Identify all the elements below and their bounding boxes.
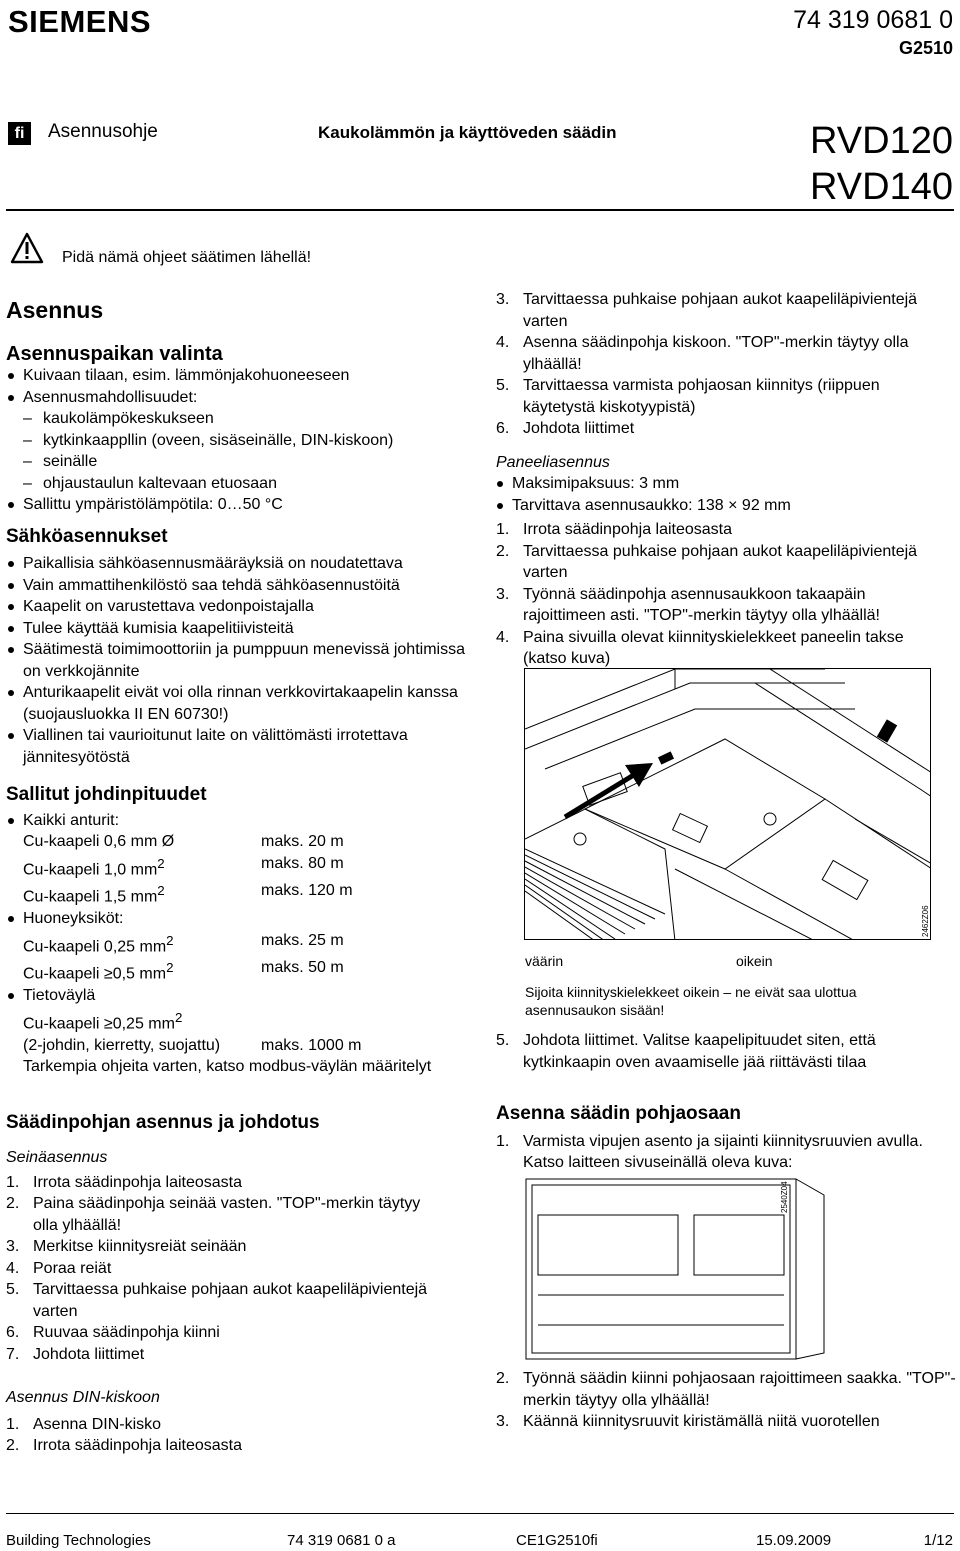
list-item: – seinälle <box>23 451 476 473</box>
footer-date: 15.09.2009 <box>756 1532 832 1549</box>
list-item: 2. Paina säädinpohja seinää vasten. "TOP"-merkin täytyy olla ylhäällä! <box>6 1195 421 1234</box>
label-wrong: väärin <box>525 953 564 969</box>
list-item: Vain ammattihenkilöstö saa tehdä sähköasennustöitä <box>7 575 476 597</box>
list-item: Paikallisia sähköasennusmääräyksiä on noudatettava <box>7 553 476 575</box>
list-item: 4. Asenna säädinpohja kiskoon. "TOP"-merkin täytyy olla ylhäällä! <box>496 334 909 373</box>
cable-max: maks. 1000 m <box>261 1036 362 1054</box>
list-item: 6. Johdota liittimet <box>496 420 635 437</box>
length-row <box>23 880 476 908</box>
document-type: Asennusohje <box>48 121 158 142</box>
footer-company: Building Technologies <box>6 1532 151 1549</box>
list-item: Säätimestä toimimoottoriin ja pumppuun menevissä johtimissa on verkkojännite <box>7 639 476 682</box>
list-item: 1. Varmista vipujen asento ja sijainti kiinnitysruuvien avulla. Katso laitteen sivuseinällä oleva kuva: <box>496 1132 923 1171</box>
right-column <box>496 289 936 670</box>
clamp-illustration <box>525 669 931 940</box>
list-item <box>7 985 476 1077</box>
cable-type: Cu-kaapeli ≥0,25 mm <box>23 1015 175 1033</box>
controller-illustration <box>524 1175 926 1365</box>
length-row <box>23 853 476 881</box>
list-item: 6. Ruuvaa säädinpohja kiinni <box>6 1324 220 1342</box>
din-mount-steps <box>6 1414 476 1457</box>
list-item: 3. Käännä kiinnitysruuvit kiristämällä niitä vuorotellen <box>496 1413 880 1430</box>
list-item: 5. Johdota liittimet. Valitse kaapelipituudet siten, että kytkinkaapin oven avaamiselle jää riittävästi tilaa <box>496 1032 876 1071</box>
figure-code: 2540Z04 <box>780 1181 789 1213</box>
controller-figure <box>524 1175 926 1365</box>
superscript: 2 <box>166 960 174 976</box>
cable-max: maks. 25 m <box>261 931 344 949</box>
superscript: 2 <box>157 855 165 871</box>
cable-max: maks. 20 m <box>261 833 344 850</box>
list-item: 5. Tarvittaessa varmista pohjaosan kiinnitys (riippuen käytetystä kiskotyypistä) <box>496 377 880 416</box>
cable-max: maks. 80 m <box>261 854 344 872</box>
list-item <box>7 810 476 909</box>
clamp-figure <box>524 668 931 940</box>
figure-caption: Sijoita kiinnityskielekkeet oikein – ne eivät saa ulottua asennusaukon sisään! <box>525 984 857 1018</box>
list-item: Maksimipaksuus: 3 mm <box>496 473 936 495</box>
section-heading-location: Asennuspaikan valinta <box>6 342 223 365</box>
section-heading-electrical: Sähköasennukset <box>6 525 168 547</box>
list-item: Tulee käyttää kumisia kaapelitiivisteitä <box>7 618 476 640</box>
list-item: 2. Työnnä säädin kiinni pohjaosaan rajoittimeen saakka. "TOP"-merkin täytyy olla ylhäällä! <box>496 1370 956 1409</box>
panel-step-5 <box>496 1030 936 1073</box>
footer-document: 74 319 0681 0 a <box>287 1532 396 1549</box>
cable-max: maks. 120 m <box>261 882 353 900</box>
length-row <box>23 930 476 958</box>
left-column <box>6 297 476 1457</box>
list-item: Kaapelit on varustettava vedonpoistajalla <box>7 596 476 618</box>
list-item: 3. Tarvittaessa puhkaise pohjaan aukot kaapeliläpivientejä varten <box>496 291 918 330</box>
list-item: 4. Poraa reiät <box>6 1259 112 1277</box>
footer-page: 1/12 <box>923 1532 953 1549</box>
list-item <box>7 908 476 985</box>
language-badge: fi <box>8 122 31 145</box>
cable-length-list <box>7 810 476 1078</box>
bus-label: Tietoväylä <box>23 987 96 1005</box>
section-heading-asennus: Asennus <box>6 297 104 323</box>
cable-max: maks. 50 m <box>261 959 344 977</box>
document-subject: Kaukolämmön ja käyttöveden säädin <box>318 123 617 142</box>
list-item: – ohjaustaulun kaltevaan etuosaan <box>23 473 476 495</box>
list-item: 2. Irrota säädinpohja laiteosasta <box>6 1437 243 1455</box>
list-item: Anturikaapelit eivät voi olla rinnan verkkovirtakaapelin kanssa (suojausluokka II EN 60730!) <box>7 682 476 725</box>
list-item: 2. Tarvittaessa puhkaise pohjaan aukot kaapeliläpivientejä varten <box>496 542 918 581</box>
cable-type: Cu-kaapeli 0,25 mm <box>23 937 167 955</box>
siemens-logo: SIEMENS <box>8 4 152 39</box>
bus-note: Tarkempia ohjeita varten, katso modbus-väylän määritelyt <box>23 1058 432 1076</box>
model-rvd140: RVD140 <box>810 166 953 208</box>
section-heading-cable-lengths: Sallitut johdinpituudet <box>6 784 207 805</box>
mount-controller-steps <box>496 1368 956 1433</box>
header-rule <box>6 209 954 211</box>
mounting-options <box>7 408 476 494</box>
list-item: 1. Irrota säädinpohja laiteosasta <box>496 521 733 538</box>
superscript: 2 <box>166 932 174 948</box>
footer-code: CE1G2510fi <box>516 1532 598 1549</box>
list-item: 4. Paina sivuilla olevat kiinnityskielekkeet paneelin takse (katso kuva) <box>496 628 904 667</box>
din-mount-title: Asennus DIN-kiskoon <box>6 1389 160 1407</box>
list-item: 3. Merkitse kiinnitysreiät seinään <box>6 1238 247 1256</box>
list-item: 1. Irrota säädinpohja laiteosasta <box>6 1173 243 1191</box>
list-item: Kuivaan tilaan, esim. lämmönjakohuoneeseen <box>7 365 476 387</box>
temperature-list <box>7 494 476 516</box>
list-item: 5. Tarvittaessa puhkaise pohjaan aukot kaapeliläpivientejä varten <box>6 1281 428 1320</box>
cable-type: Cu-kaapeli ≥0,5 mm <box>23 965 167 983</box>
list-item: Tarvittava asennusaukko: 138 × 92 mm <box>496 495 936 517</box>
section-heading-mount-controller: Asenna säädin pohjaosaan <box>496 1103 741 1124</box>
document-number: 74 319 0681 0 <box>793 6 953 34</box>
electrical-list <box>7 553 476 768</box>
length-row <box>23 957 476 985</box>
panel-mount-steps <box>496 519 936 670</box>
cable-type: Cu-kaapeli 1,0 mm <box>23 860 158 878</box>
figure-code: 2462Z06 <box>921 905 930 937</box>
location-list <box>7 365 476 408</box>
cable-type: Cu-kaapeli 1,5 mm <box>23 888 158 906</box>
footer-rule <box>6 1513 954 1514</box>
list-item: Asennusmahdollisuudet: <box>7 387 476 409</box>
sensor-label: Kaikki anturit: <box>23 811 120 829</box>
list-item: – kaukolämpökeskukseen <box>23 408 476 430</box>
warning-icon <box>10 232 44 264</box>
list-item: Viallinen tai vaurioitunut laite on välittömästi irrotettava jännitesyötöstä <box>7 725 476 768</box>
list-item: 7. Johdota liittimet <box>6 1345 145 1363</box>
list-item: 3. Työnnä säädinpohja asennusaukkoon takaapäin rajoittimeen asti. "TOP"-merkin täytyy olla ylhäällä! <box>496 585 880 624</box>
panel-mount-title: Paneeliasennus <box>496 453 610 471</box>
cable-type: Cu-kaapeli 0,6 mm Ø <box>23 833 175 850</box>
mount-controller-step-1 <box>496 1131 936 1174</box>
list-item: – kytkinkaappllin (oveen, sisäseinälle, DIN-kiskoon) <box>23 430 476 452</box>
superscript: 2 <box>157 883 165 899</box>
wall-mount-steps <box>6 1172 476 1366</box>
list-item: Sallittu ympäristölämpötila: 0…50 °C <box>7 494 476 516</box>
right-column-lower <box>496 1030 936 1174</box>
label-correct: oikein <box>736 953 773 969</box>
cable-kind: (2-johdin, kierretty, suojattu) <box>23 1036 221 1054</box>
panel-mount-list <box>496 473 936 516</box>
warning-text: Pidä nämä ohjeet säätimen lähellä! <box>62 249 312 266</box>
right-column-bottom <box>496 1368 956 1433</box>
room-unit-label: Huoneyksiköt: <box>23 910 124 928</box>
list-item: 1. Asenna DIN-kisko <box>6 1415 162 1433</box>
model-rvd120: RVD120 <box>810 120 953 162</box>
length-row <box>23 831 476 853</box>
group-number: G2510 <box>898 38 953 58</box>
superscript: 2 <box>174 1009 183 1025</box>
section-heading-base-mounting: Säädinpohjan asennus ja johdotus <box>6 1111 320 1133</box>
wall-mount-title: Seinäasennus <box>6 1149 108 1167</box>
din-mount-steps-continued <box>496 289 936 440</box>
